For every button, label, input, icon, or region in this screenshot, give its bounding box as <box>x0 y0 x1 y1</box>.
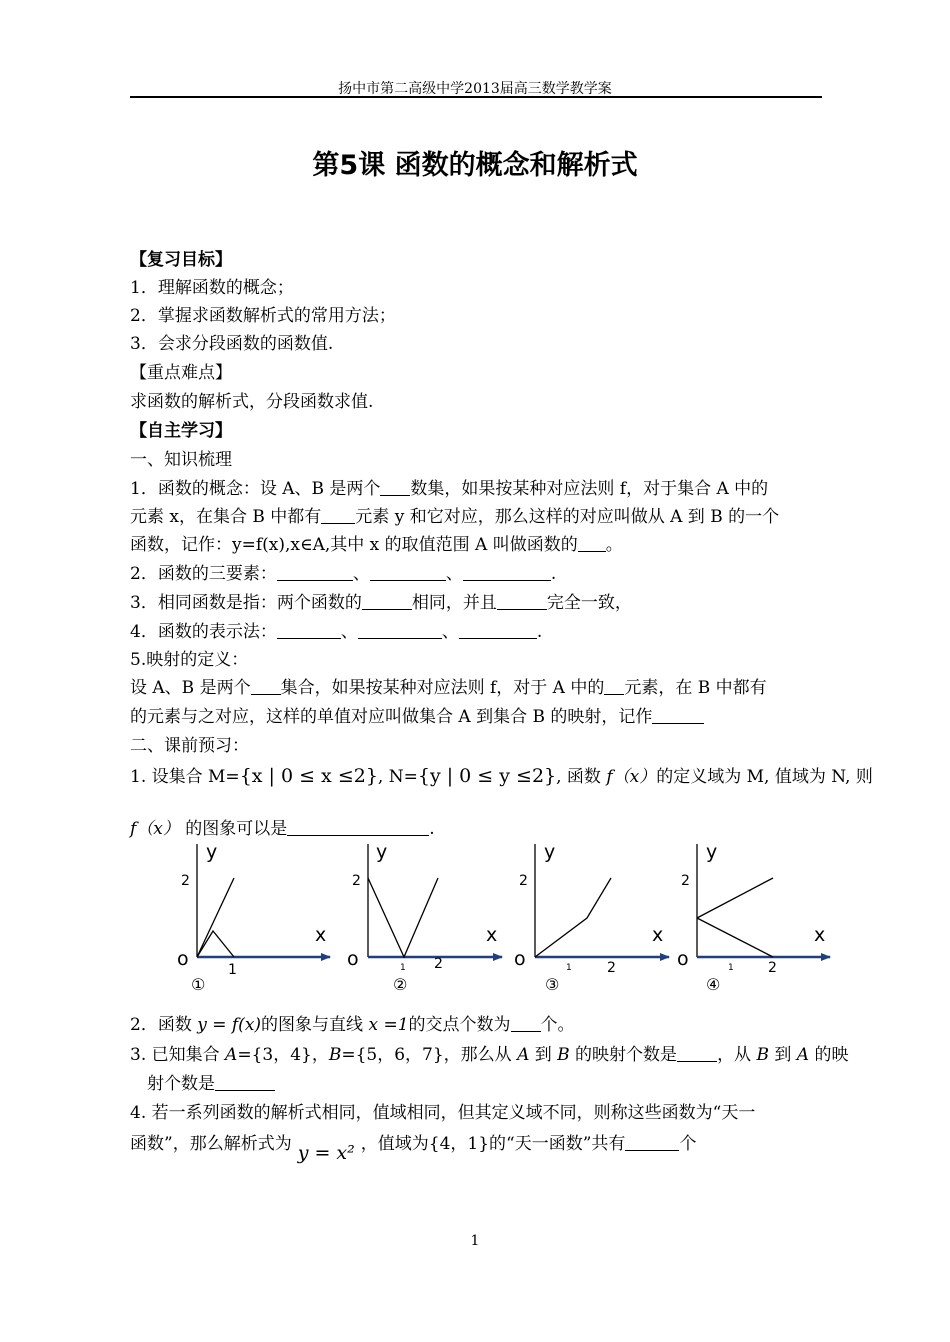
graph-label: ① <box>191 975 206 994</box>
blank <box>652 705 704 724</box>
y-tick-label: 2 <box>519 873 528 889</box>
three-elements-line: 2．函数的三要素： 、 、 . <box>130 564 557 584</box>
x-tick-label: 2 <box>434 956 443 972</box>
mapping-line-1: 设 A、B 是两个 集合，如果按某种对应法则 f，对于 A 中的 元素，在 B 中都有 <box>130 678 767 698</box>
blank <box>277 620 341 639</box>
question-1-line-2: f（x） 的图象可以是 . <box>130 819 435 839</box>
origin-label: o <box>514 948 526 970</box>
graph-4[interactable] <box>677 841 830 994</box>
goal-2: 2．掌握求函数解析式的常用方法； <box>130 306 396 326</box>
blank <box>604 676 624 695</box>
review-goals-heading: 【复习目标】 <box>130 250 232 270</box>
same-function-line: 3．相同函数是指：两个函数的 相同，并且 完全一致， <box>130 593 632 613</box>
blank <box>277 562 353 581</box>
set-m: {x | 0 ≤ x ≤2} <box>239 765 378 787</box>
y-axis-label: y <box>544 841 556 863</box>
running-header: 扬中市第二高级中学2013届高三数学教学案 <box>338 81 612 97</box>
blank <box>358 620 442 639</box>
question-3-line-2: 射个数是 <box>147 1071 275 1097</box>
page-number: 1 <box>470 1233 480 1249</box>
self-study-heading: 【自主学习】 <box>130 421 232 441</box>
blank <box>497 591 547 610</box>
page-title: 第5课 函数的概念和解析式 <box>312 150 638 181</box>
x-tick-small-label: 1 <box>566 963 572 973</box>
y-tick-label: 2 <box>681 873 690 889</box>
x-axis-label: x <box>814 924 826 946</box>
graph-label: ③ <box>545 975 560 994</box>
x-tick-label: 2 <box>768 960 777 976</box>
blank <box>578 533 606 552</box>
goal-3: 3．会求分段函数的函数值. <box>130 334 334 354</box>
x-tick-label: 1 <box>228 962 237 978</box>
question-2: 2．函数 y = f(x)的图象与直线 x =1的交点个数为 个。 <box>130 1015 575 1035</box>
blank <box>321 505 355 524</box>
question-4-line-1: 4. 若一系列函数的解析式相同，值域相同，但其定义域不同，则称这些函数为“天一 <box>130 1103 756 1123</box>
blank <box>463 562 551 581</box>
graph-label: ② <box>393 975 408 994</box>
y-tick-label: 2 <box>181 873 190 889</box>
blank <box>459 620 537 639</box>
y-axis-label: y <box>376 841 388 863</box>
x-axis-label: x <box>652 924 664 946</box>
blank <box>677 1043 717 1062</box>
x-tick-small-label: 1 <box>400 963 406 973</box>
blank <box>511 1013 541 1032</box>
graph-2[interactable] <box>347 841 502 994</box>
graph-label: ④ <box>706 975 721 994</box>
blank <box>251 676 281 695</box>
blank <box>362 591 412 610</box>
key-points-text: 求函数的解析式，分段函数求值. <box>130 392 374 412</box>
blank <box>287 817 429 836</box>
section-1-title: 一、知识梳理 <box>130 450 232 470</box>
origin-label: o <box>347 948 359 970</box>
blank <box>380 477 410 496</box>
section-2-title: 二、课前预习： <box>130 736 249 756</box>
goal-1: 1．理解函数的概念； <box>130 278 294 298</box>
set-n: {y | 0 ≤ y ≤2} <box>417 765 557 787</box>
graph-curve <box>697 918 773 957</box>
key-points-heading: 【重点难点】 <box>130 363 232 383</box>
concept-line-1: 1．函数的概念：设 A、B 是两个 数集，如果按某种对应法则 f，对于集合 A 中的 <box>130 479 769 499</box>
x-axis-label: x <box>315 924 327 946</box>
graph-curve <box>697 878 773 918</box>
graph-options <box>0 836 950 996</box>
graph-1[interactable] <box>177 841 330 994</box>
y-tick-label: 2 <box>352 873 361 889</box>
origin-label: o <box>177 948 189 970</box>
question-3-line-1: 3. 已知集合 A={3，4}，B={5，6，7}，那么从 A 到 B 的映射个数是 ，从 B 到 A 的映 <box>130 1045 849 1065</box>
header-rule <box>130 96 822 98</box>
question-4-line-2: 函数”，那么解析式为 y = x² ，值域为{4，1}的“天一函数”共有 个 <box>130 1134 697 1164</box>
x-axis-label: x <box>486 924 498 946</box>
blank <box>625 1132 679 1151</box>
blank <box>215 1072 275 1091</box>
x-tick-label: 2 <box>607 960 616 976</box>
representation-line: 4．函数的表示法： 、 、 . <box>130 622 543 642</box>
y-axis-label: y <box>706 841 718 863</box>
concept-line-3: 函数，记作：y=f(x),x∈A,其中 x 的取值范围 A 叫做函数的 。 <box>130 535 623 555</box>
graph-3[interactable] <box>514 841 669 994</box>
graph-curve <box>535 878 611 957</box>
question-1-line-1: 1. 设集合 M={x | 0 ≤ x ≤2}, N={y | 0 ≤ y ≤2}, 函数 f（x）的定义域为 M, 值域为 N, 则 <box>130 765 873 787</box>
blank <box>370 562 446 581</box>
y-axis-label: y <box>206 841 218 863</box>
graph-curve <box>368 878 438 957</box>
mapping-title: 5.映射的定义： <box>130 650 249 670</box>
x-tick-small-label: 1 <box>728 963 734 973</box>
mapping-line-2: 的元素与之对应，这样的单值对应叫做集合 A 到集合 B 的映射，记作 <box>130 704 704 730</box>
origin-label: o <box>677 948 689 970</box>
graph-curve <box>197 878 234 957</box>
concept-line-2: 元素 x，在集合 B 中都有 元素 y 和它对应，那么这样的对应叫做从 A 到 B 的一个 <box>130 507 780 527</box>
